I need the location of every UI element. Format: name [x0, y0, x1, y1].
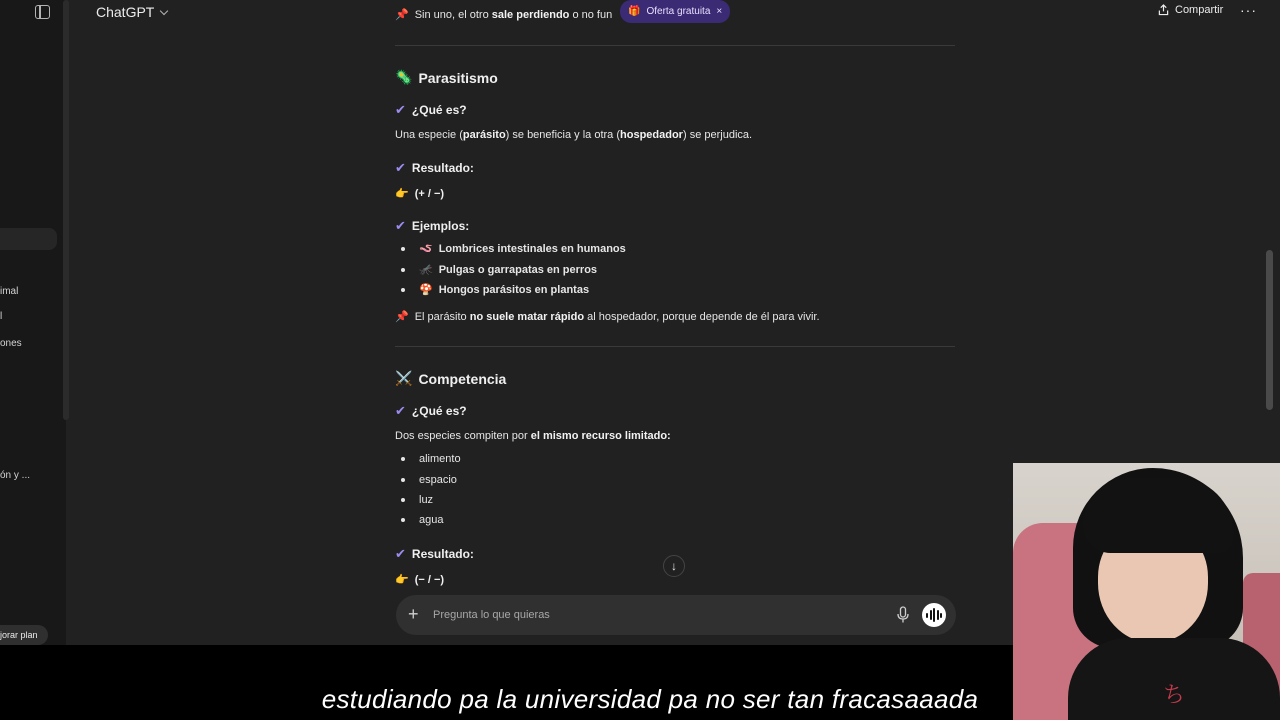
- close-icon[interactable]: ×: [716, 6, 723, 17]
- pin-icon: 📌: [395, 311, 409, 323]
- model-name: ChatGPT: [96, 4, 155, 20]
- checkmark-icon: ✔: [395, 160, 406, 175]
- share-label: Compartir: [1175, 4, 1224, 16]
- mosquito-icon: 🦟: [419, 264, 433, 276]
- free-offer-badge[interactable]: [620, 0, 730, 23]
- sidebar: [0, 0, 66, 645]
- list-item: 🪱 Lombrices intestinales en humanos: [395, 242, 626, 255]
- microbe-icon: 🦠: [395, 69, 413, 85]
- pointing-hand-icon: 👉: [395, 574, 409, 586]
- sidebar-item-3[interactable]: ones: [0, 338, 22, 349]
- shirt-print-graphic: ち: [1163, 683, 1186, 708]
- sidebar-active-item[interactable]: [0, 228, 57, 250]
- video-subtitle: estudiando pa la universidad pa no ser tan fracasaaada: [321, 684, 979, 714]
- list-item: espacio: [395, 474, 457, 486]
- competencia-description: Dos especies compiten por el mismo recurso limitado:: [395, 430, 671, 442]
- chevron-down-icon: [160, 6, 168, 14]
- list-item: 🦟 Pulgas o garrapatas en perros: [395, 263, 597, 276]
- checkmark-icon: ✔: [395, 546, 406, 561]
- intro-line: 📌 Sin uno, el otro sale perdiendo o no fun: [395, 9, 613, 21]
- add-attachment-icon[interactable]: +: [408, 604, 419, 624]
- list-item: alimento: [395, 453, 461, 465]
- upgrade-plan-button[interactable]: jorar plan: [0, 625, 48, 645]
- section-title-competencia: ⚔️ Competencia: [395, 370, 507, 387]
- checkmark-icon: ✔: [395, 102, 406, 117]
- crossed-swords-icon: ⚔️: [395, 370, 413, 386]
- sidebar-scrollbar[interactable]: [63, 0, 69, 420]
- mushroom-icon: 🍄: [419, 284, 433, 296]
- microphone-icon[interactable]: [896, 606, 910, 624]
- sidebar-item-4[interactable]: ón y ...: [0, 470, 31, 481]
- scroll-down-button[interactable]: [663, 555, 685, 577]
- parasitismo-description: Una especie (parásito) se beneficia y la otra (hospedador) se perjudica.: [395, 129, 753, 141]
- sidebar-toggle-icon[interactable]: [35, 5, 50, 19]
- main-scrollbar[interactable]: [1266, 250, 1273, 410]
- share-icon: [1158, 4, 1169, 16]
- share-button[interactable]: [1158, 4, 1223, 16]
- section-title-parasitismo: 🦠 Parasitismo: [395, 69, 498, 86]
- arrow-down-icon: ↓: [671, 559, 677, 573]
- gift-icon: 🎁: [628, 6, 641, 17]
- sidebar-item-1[interactable]: imal: [0, 286, 19, 297]
- checkmark-icon: ✔: [395, 403, 406, 418]
- sidebar-item-2[interactable]: l: [0, 311, 3, 322]
- que-es-heading: ✔ ¿Qué es?: [395, 403, 467, 418]
- composer: [396, 595, 956, 635]
- worm-icon: 🪱: [419, 243, 433, 255]
- prompt-input[interactable]: [433, 605, 873, 625]
- list-item: agua: [395, 514, 443, 526]
- parasitismo-note: 📌 El parásito no suele matar rápido al hospedador, porque depende de él para vivir.: [395, 311, 820, 323]
- voice-mode-button[interactable]: [922, 603, 946, 627]
- offer-label: Oferta gratuita: [646, 6, 711, 17]
- resultado-value: 👉 (− / −): [395, 573, 445, 586]
- ejemplos-heading: ✔ Ejemplos:: [395, 218, 470, 233]
- pointing-hand-icon: 👉: [395, 188, 409, 200]
- checkmark-icon: ✔: [395, 218, 406, 233]
- section-divider: [395, 45, 955, 46]
- resultado-heading: ✔ Resultado:: [395, 160, 474, 175]
- model-switcher[interactable]: [96, 4, 167, 20]
- resultado-value: 👉 (+ / −): [395, 187, 445, 200]
- list-item: 🍄 Hongos parásitos en plantas: [395, 283, 589, 296]
- pin-icon: 📌: [395, 9, 409, 21]
- more-options-icon[interactable]: ···: [1240, 2, 1257, 18]
- que-es-heading: ✔ ¿Qué es?: [395, 102, 467, 117]
- webcam-overlay: [1013, 463, 1280, 720]
- resultado-heading: ✔ Resultado:: [395, 546, 474, 561]
- section-divider: [395, 346, 955, 347]
- list-item: luz: [395, 494, 433, 506]
